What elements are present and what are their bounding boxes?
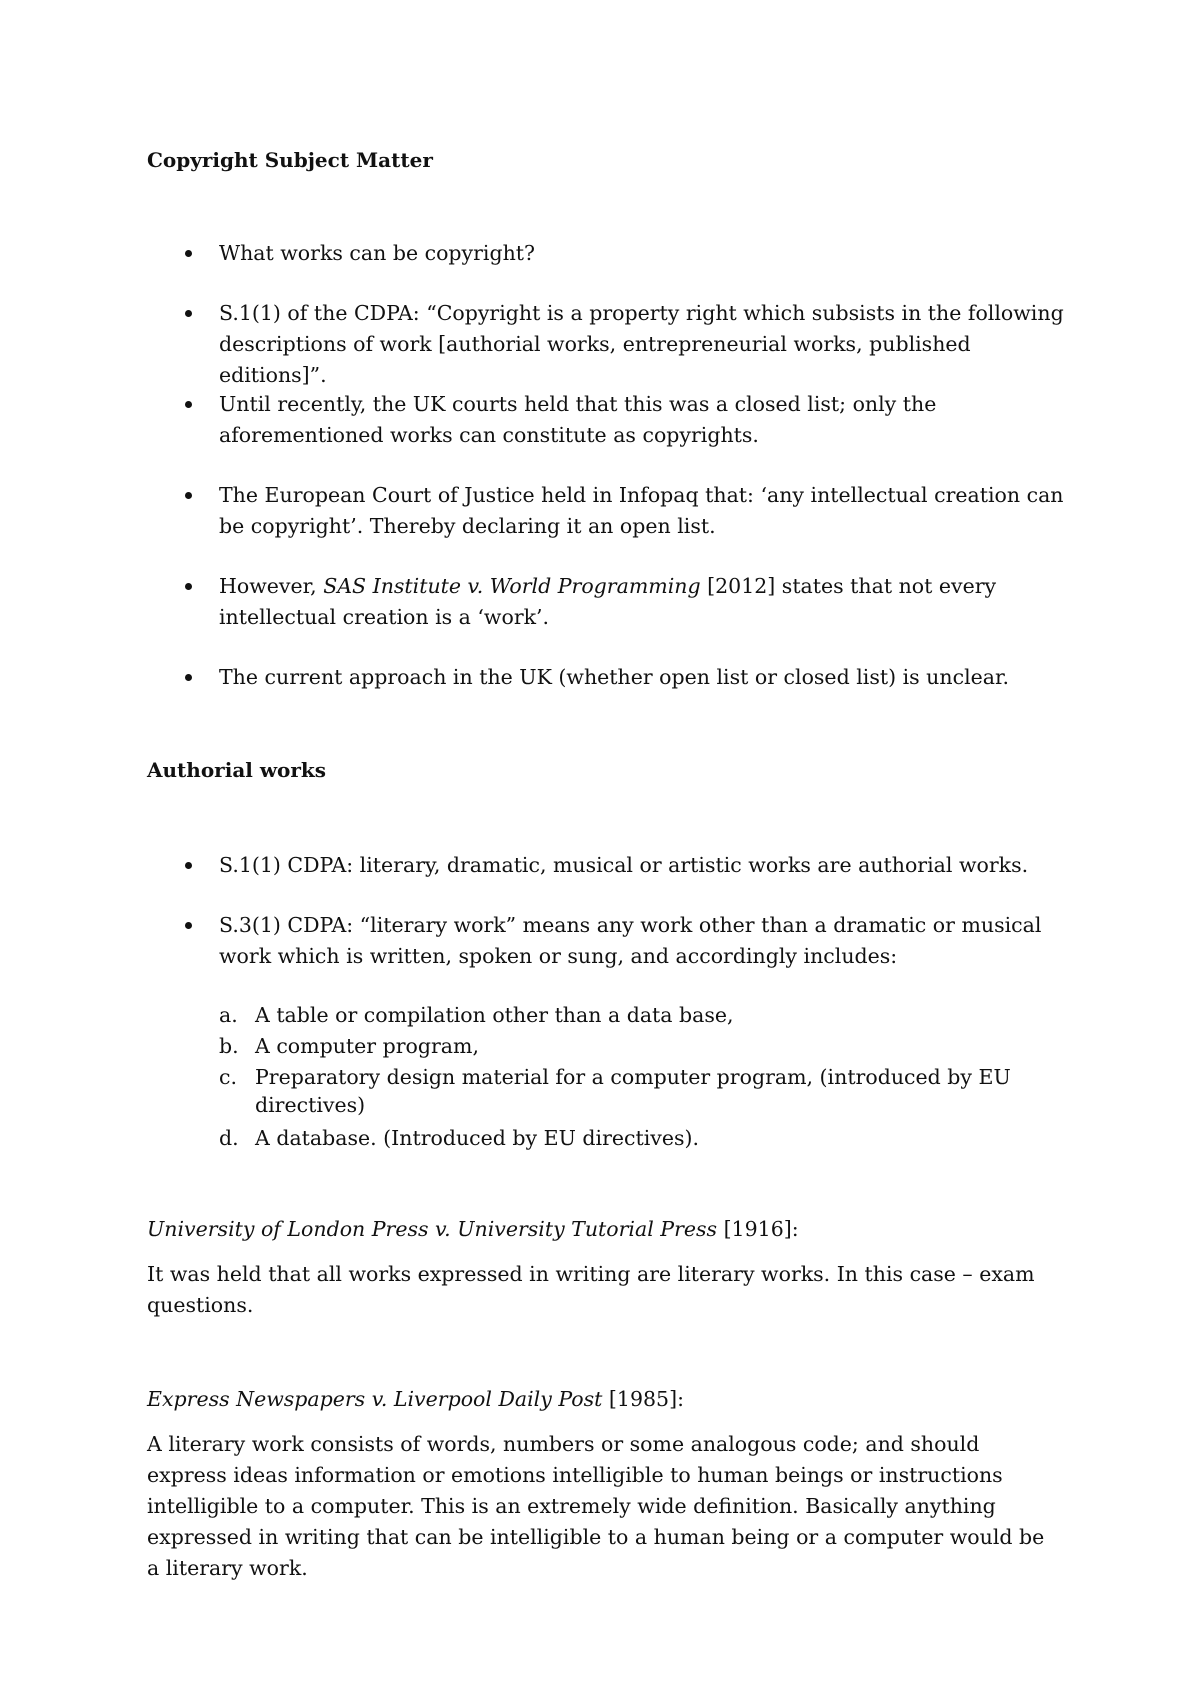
list-item-text: A database. (Introduced by EU directives). — [255, 1126, 700, 1150]
bullet-text: S.1(1) CDPA: literary, dramatic, musical or artistic works are authorial works. — [219, 853, 1029, 877]
case-year: [1985]: — [602, 1387, 684, 1411]
bullet-suffix: [2012] states that not every intellectual creation is a ‘work’. — [219, 574, 997, 629]
bullet-dot-icon — [185, 862, 192, 869]
case-heading-express-newspapers — [147, 1384, 684, 1414]
bullet-text: S.1(1) of the CDPA: “Copyright is a property right which subsists in the following descriptions of work [authorial works, entrepreneurial works, published editions]”. — [219, 301, 1064, 387]
bullet-item — [147, 910, 1067, 972]
bullet-item — [147, 662, 1067, 693]
case-name-sas-institute: SAS Institute v. World Programming — [323, 574, 701, 598]
case-paragraph: A literary work consists of words, numbers or some analogous code; and should express ideas information or emotions intelligible to human beings or instructions intelligible to a computer. This is an extremely wide definition. Basically anything expressed in writing that can be intelligible to a human being or a computer would be a literary work. — [147, 1432, 1045, 1580]
case-paragraph: It was held that all works expressed in writing are literary works. In this case – exam questions. — [147, 1262, 1035, 1317]
list-item — [219, 1124, 1019, 1152]
bullet-text — [219, 571, 1067, 633]
bullet-text: Until recently, the UK courts held that this was a closed list; only the aforementioned works can constitute as copyrights. — [219, 392, 937, 447]
section-heading-authorial-works: Authorial works — [147, 758, 327, 782]
bullet-dot-icon — [185, 401, 192, 408]
bullet-dot-icon — [185, 922, 192, 929]
bullet-dot-icon — [185, 492, 192, 499]
bullet-item — [147, 850, 1067, 881]
bullet-text: The European Court of Justice held in Infopaq that: ‘any intellectual creation can be copyright’. Thereby declaring it an open list. — [219, 483, 1064, 538]
bullet-item — [147, 298, 1067, 391]
list-item-text: A computer program, — [255, 1034, 479, 1058]
bullet-item — [147, 480, 1067, 542]
section-heading-copyright-subject-matter: Copyright Subject Matter — [147, 148, 433, 172]
bullet-item — [147, 571, 1067, 633]
list-item — [219, 1001, 1019, 1029]
list-item — [219, 1032, 1019, 1060]
bullet-prefix: However, — [219, 574, 324, 598]
bullet-text: The current approach in the UK (whether open list or closed list) is unclear. — [219, 665, 1010, 689]
case-name: University of London Press v. University Tutorial Press — [147, 1217, 718, 1241]
bullet-dot-icon — [185, 583, 192, 590]
list-item — [219, 1063, 1019, 1119]
case-year: [1916]: — [717, 1217, 799, 1241]
bullet-text: What works can be copyright? — [219, 241, 536, 265]
case-name: Express Newspapers v. Liverpool Daily Post — [147, 1387, 603, 1411]
list-marker: a. — [219, 1003, 238, 1027]
list-marker: c. — [219, 1065, 237, 1089]
list-item-text: A table or compilation other than a data base, — [255, 1003, 734, 1027]
bullet-item — [147, 389, 1067, 451]
bullet-item — [147, 238, 1067, 269]
bullet-dot-icon — [185, 310, 192, 317]
list-marker: b. — [219, 1034, 239, 1058]
case-heading-university-of-london-press — [147, 1214, 799, 1244]
bullet-dot-icon — [185, 250, 192, 257]
list-item-text: Preparatory design material for a computer program, (introduced by EU directives) — [255, 1065, 1011, 1117]
list-marker: d. — [219, 1126, 239, 1150]
bullet-text: S.3(1) CDPA: “literary work” means any work other than a dramatic or musical work which is written, spoken or sung, and accordingly includes: — [219, 913, 1042, 968]
bullet-dot-icon — [185, 674, 192, 681]
